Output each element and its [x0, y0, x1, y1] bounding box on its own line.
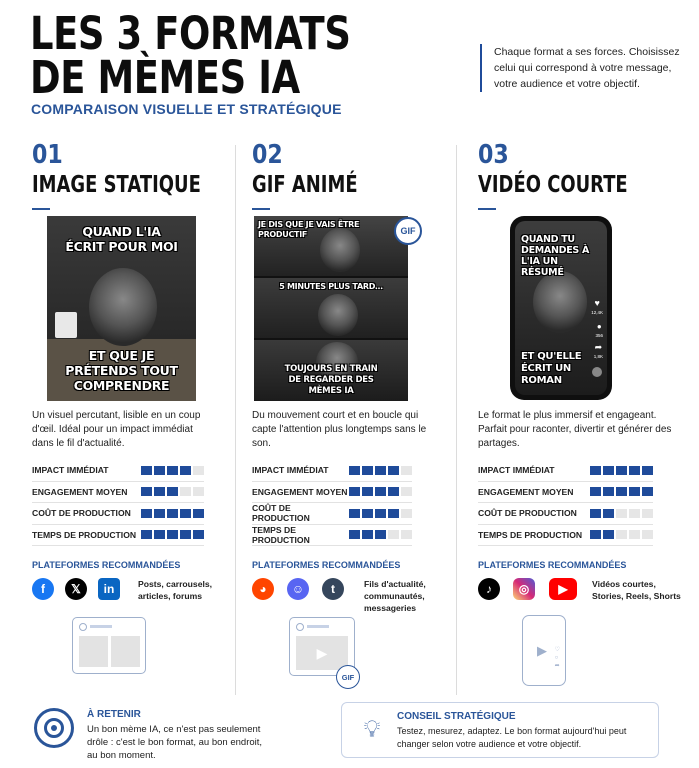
format-description: Un visuel percutant, lisible en un coup d'œil. Idéal pour un impact immédiat dans le fil d'actualité.: [32, 410, 201, 449]
rating-square-filled: [141, 509, 152, 518]
lightbulb-icon: 💡︎: [363, 716, 381, 743]
title-underline: [478, 208, 496, 210]
rating-square-filled: [603, 530, 614, 539]
rating-square-empty: [616, 530, 627, 539]
rating-row: IMPACT IMMÉDIAT: [252, 460, 412, 482]
platforms-text: Posts, carrousels, articles, forums: [138, 579, 213, 601]
rating-square-empty: [180, 487, 191, 496]
rating-squares: [141, 466, 204, 475]
rating-square-filled: [167, 487, 178, 496]
rating-square-filled: [375, 530, 386, 539]
rating-square-filled: [193, 509, 204, 518]
format-column-video: [478, 140, 688, 210]
rating-squares: [590, 466, 653, 475]
title-underline: [32, 208, 50, 210]
meme-bottom-caption: ET QU'ELLE ÉCRIT UN ROMAN: [521, 351, 582, 386]
rating-square-filled: [629, 487, 640, 496]
conseil-box: [341, 702, 659, 758]
share-icon[interactable]: ➦ 1,8K: [593, 342, 603, 359]
gif-frame: TOUJOURS EN TRAIN DE REGARDER DES MÈMES IA: [254, 340, 408, 401]
rating-square-filled: [180, 466, 191, 475]
post-mockup: [72, 617, 146, 674]
rating-square-filled: [349, 530, 360, 539]
avatar: [79, 623, 87, 631]
rating-squares: [349, 487, 412, 496]
rating-row: ENGAGEMENT MOYEN: [478, 482, 653, 504]
rating-squares: [349, 509, 412, 518]
rating-row: ENGAGEMENT MOYEN: [252, 482, 412, 504]
retenir-block: [87, 709, 272, 762]
format-number: 02: [252, 140, 283, 170]
rating-square-filled: [167, 466, 178, 475]
rating-square-filled: [603, 509, 614, 518]
rating-squares: [141, 487, 204, 496]
tumblr-icon[interactable]: t: [322, 578, 344, 600]
platforms-title: PLATEFORMES RECOMMANDÉES: [32, 560, 181, 570]
rating-table: [32, 460, 204, 546]
gif-badge: GIF: [394, 217, 422, 245]
title-underline: [252, 208, 270, 210]
rating-square-empty: [629, 509, 640, 518]
rating-square-filled: [180, 509, 191, 518]
gif-frame: 5 MINUTES PLUS TARD…: [254, 278, 408, 338]
rating-square-filled: [362, 466, 373, 475]
rating-square-empty: [193, 466, 204, 475]
facebook-icon[interactable]: f: [32, 578, 54, 600]
rating-row: TEMPS DE PRODUCTION: [32, 525, 204, 547]
meme-bottom-caption: ET QUE JE PRÉTENDS TOUT COMPRENDRE: [65, 348, 178, 393]
retenir-text: Un bon mème IA, ce n'est pas seulement drôle : c'est le bon format, au bon endroit, au bon moment.: [87, 724, 263, 761]
comment-icon[interactable]: ● 356: [595, 322, 603, 338]
rating-square-filled: [590, 530, 601, 539]
rating-square-filled: [349, 487, 360, 496]
linkedin-icon[interactable]: in: [98, 578, 120, 600]
rating-square-filled: [616, 466, 627, 475]
rating-squares: [141, 509, 204, 518]
rating-square-filled: [629, 466, 640, 475]
youtube-icon[interactable]: ▶: [549, 578, 577, 600]
format-description: Le format le plus immersif et engageant. Parfait pour raconter, divertir et générer des partages.: [478, 410, 672, 449]
rating-square-filled: [362, 530, 373, 539]
rating-squares: [349, 530, 412, 539]
rating-square-filled: [603, 466, 614, 475]
rating-square-filled: [375, 466, 386, 475]
rating-square-filled: [349, 466, 360, 475]
avatar: [296, 623, 304, 631]
rating-square-filled: [603, 487, 614, 496]
rating-square-filled: [141, 466, 152, 475]
rating-squares: [141, 530, 204, 539]
platforms-title: PLATEFORMES RECOMMANDÉES: [478, 560, 627, 570]
rating-square-filled: [388, 466, 399, 475]
phone-screen: [515, 221, 607, 395]
play-icon: ▶: [296, 636, 348, 670]
rating-square-filled: [154, 509, 165, 518]
rating-squares: [590, 530, 653, 539]
rating-square-filled: [180, 530, 191, 539]
rating-square-empty: [401, 509, 412, 518]
format-column-gif: [252, 140, 462, 210]
rating-square-filled: [154, 530, 165, 539]
rating-square-filled: [590, 487, 601, 496]
rating-row: COÛT DE PRODUCTION: [32, 503, 204, 525]
rating-square-filled: [141, 530, 152, 539]
format-number: 03: [478, 140, 509, 170]
format-column-image: [32, 140, 242, 210]
rating-table: [478, 460, 653, 546]
gif-badge: GIF: [336, 665, 360, 689]
rating-square-empty: [642, 509, 653, 518]
rating-square-filled: [349, 509, 360, 518]
rating-square-filled: [616, 487, 627, 496]
instagram-icon[interactable]: ◎: [513, 578, 535, 600]
rating-row: IMPACT IMMÉDIAT: [478, 460, 653, 482]
rating-row: IMPACT IMMÉDIAT: [32, 460, 204, 482]
reddit-icon[interactable]: ◕: [252, 578, 274, 600]
rating-square-filled: [642, 487, 653, 496]
phone-mockup: [510, 216, 612, 400]
rating-square-filled: [154, 487, 165, 496]
rating-square-filled: [642, 466, 653, 475]
format-description: Du mouvement court et en boucle qui capte l'attention plus longtemps sans le son.: [252, 410, 427, 449]
rating-square-empty: [388, 530, 399, 539]
rating-squares: [590, 509, 653, 518]
rating-square-filled: [141, 487, 152, 496]
page-title: LES 3 FORMATS DE MÈMES IA: [30, 7, 351, 104]
platforms-text: Vidéos courtes, Stories, Reels, Shorts: [592, 579, 681, 601]
phone-outline-mockup: [522, 615, 566, 686]
rating-row: COÛT DE PRODUCTION: [252, 503, 412, 525]
meme-top-caption: QUAND L'IA ÉCRIT POUR MOI: [65, 224, 178, 254]
platforms-text: Fils d'actualité, communautés, messageries: [364, 579, 426, 613]
play-icon: ▶: [537, 643, 547, 658]
rating-square-empty: [193, 487, 204, 496]
discord-icon[interactable]: ☺: [287, 578, 309, 600]
music-disc-icon: [592, 367, 602, 377]
rating-square-empty: [401, 530, 412, 539]
rating-square-filled: [362, 487, 373, 496]
rating-square-filled: [590, 466, 601, 475]
rating-square-empty: [401, 487, 412, 496]
rating-square-filled: [388, 509, 399, 518]
rating-row: TEMPS DE PRODUCTION: [252, 525, 412, 547]
rating-square-empty: [629, 530, 640, 539]
rating-row: COÛT DE PRODUCTION: [478, 503, 653, 525]
rating-table: [252, 460, 412, 546]
rating-square-filled: [375, 509, 386, 518]
tiktok-icon[interactable]: ♪: [478, 578, 500, 600]
target-icon: [34, 708, 74, 748]
rating-squares: [590, 487, 653, 496]
mug-illustration: [55, 312, 77, 338]
action-icons: ♡ ○ ➦: [554, 647, 560, 669]
meme-top-caption: QUAND TU DEMANDES À L'IA UN RÉSUMÉ: [521, 234, 590, 278]
format-name: GIF ANIMÉ: [252, 172, 358, 198]
meme-gif-frames: [254, 216, 408, 401]
rating-row: TEMPS DE PRODUCTION: [478, 525, 653, 547]
format-number: 01: [32, 140, 63, 170]
conseil-text: Testez, mesurez, adaptez. Le bon format aujourd'hui peut changer selon votre audience et votre objectif.: [397, 726, 627, 749]
rating-square-filled: [154, 466, 165, 475]
rating-square-filled: [362, 509, 373, 518]
rating-square-empty: [401, 466, 412, 475]
rating-square-empty: [616, 509, 627, 518]
meme-image-static: [47, 216, 196, 401]
rating-square-filled: [193, 530, 204, 539]
column-divider: [456, 145, 457, 695]
platforms-title: PLATEFORMES RECOMMANDÉES: [252, 560, 401, 570]
rating-squares: [349, 466, 412, 475]
rating-square-filled: [590, 509, 601, 518]
conseil-title: CONSEIL STRATÉGIQUE: [397, 711, 516, 722]
rating-square-filled: [167, 530, 178, 539]
gif-frame: JE DIS QUE JE VAIS ÊTRE PRODUCTIF: [254, 216, 408, 276]
like-icon[interactable]: ♥ 12,4K: [591, 298, 603, 315]
column-divider: [235, 145, 236, 695]
rating-row: ENGAGEMENT MOYEN: [32, 482, 204, 504]
retenir-title: À RETENIR: [87, 709, 141, 720]
x-icon[interactable]: 𝕏: [65, 578, 87, 600]
cat-illustration: [533, 271, 587, 333]
format-name: VIDÉO COURTE: [478, 172, 628, 198]
rating-square-filled: [167, 509, 178, 518]
cat-illustration: [89, 268, 157, 346]
intro-text: Chaque format a ses forces. Choisissez celui qui correspond à votre message, votre audience et votre objectif.: [480, 44, 680, 92]
rating-square-filled: [388, 487, 399, 496]
rating-square-empty: [642, 530, 653, 539]
page-subtitle: COMPARAISON VISUELLE ET STRATÉGIQUE: [31, 101, 342, 117]
format-name: IMAGE STATIQUE: [32, 172, 201, 198]
rating-square-filled: [375, 487, 386, 496]
